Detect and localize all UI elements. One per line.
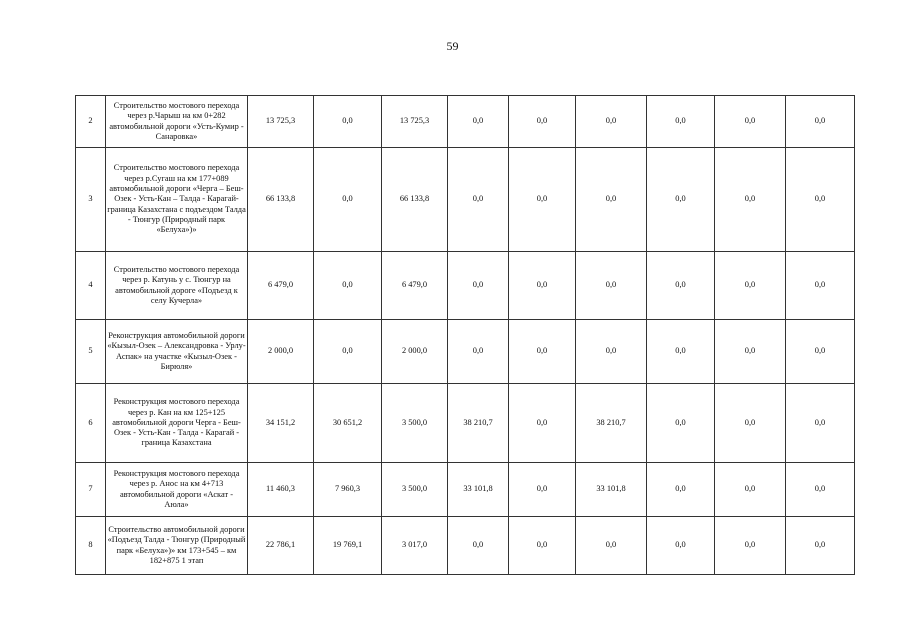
value-cell: 13 725,3	[382, 96, 448, 148]
value-cell: 7 960,3	[314, 463, 382, 517]
description-cell: Строительство мостового перехода через р. Катунь у с. Тюнгур на автомобильной дороге «Подъезд к селу Кучерла»	[106, 252, 248, 320]
row-number-cell: 3	[76, 148, 106, 252]
value-cell: 66 133,8	[248, 148, 314, 252]
table-row	[76, 463, 855, 517]
table-row	[76, 96, 855, 148]
value-cell: 33 101,8	[448, 463, 509, 517]
description-cell: Реконструкция автомобильной дороги «Кызыл-Озек – Александровка - Урлу-Аспак» на участке «Кызыл-Озек - Бирюля»	[106, 320, 248, 384]
value-cell: 0,0	[576, 320, 647, 384]
table-row	[76, 517, 855, 575]
value-cell: 0,0	[647, 96, 715, 148]
value-cell: 6 479,0	[382, 252, 448, 320]
description-cell: Строительство мостового перехода через р.Чарыш на км 0+282 автомобильной дороги «Усть-Кумир - Санаровка»	[106, 96, 248, 148]
value-cell: 0,0	[509, 384, 576, 463]
description-cell: Реконструкция мостового перехода через р. Анос на км 4+713 автомобильной дороги «Аскат - Аюла»	[106, 463, 248, 517]
value-cell: 0,0	[786, 148, 855, 252]
value-cell: 0,0	[786, 517, 855, 575]
value-cell: 3 500,0	[382, 463, 448, 517]
value-cell: 0,0	[786, 384, 855, 463]
value-cell: 0,0	[715, 517, 786, 575]
row-number-cell: 2	[76, 96, 106, 148]
value-cell: 0,0	[715, 148, 786, 252]
value-cell: 0,0	[786, 463, 855, 517]
value-cell: 11 460,3	[248, 463, 314, 517]
value-cell: 0,0	[509, 320, 576, 384]
value-cell: 0,0	[647, 517, 715, 575]
value-cell: 0,0	[647, 320, 715, 384]
value-cell: 3 500,0	[382, 384, 448, 463]
value-cell: 0,0	[647, 252, 715, 320]
description-cell: Строительство автомобильной дороги «Подъезд Талда - Тюнгур (Природный парк «Белуха»)» км 173+545 – км 182+875 1 этап	[106, 517, 248, 575]
value-cell: 0,0	[448, 320, 509, 384]
data-table	[75, 95, 855, 575]
value-cell: 0,0	[647, 384, 715, 463]
page-number: 59	[446, 39, 459, 53]
table-row	[76, 252, 855, 320]
value-cell: 0,0	[509, 96, 576, 148]
value-cell: 0,0	[314, 96, 382, 148]
value-cell: 0,0	[715, 320, 786, 384]
value-cell: 0,0	[314, 252, 382, 320]
value-cell: 0,0	[448, 252, 509, 320]
value-cell: 0,0	[448, 517, 509, 575]
table-row	[76, 320, 855, 384]
value-cell: 0,0	[576, 252, 647, 320]
value-cell: 2 000,0	[248, 320, 314, 384]
value-cell: 0,0	[509, 463, 576, 517]
value-cell: 0,0	[715, 384, 786, 463]
value-cell: 0,0	[576, 148, 647, 252]
value-cell: 0,0	[448, 148, 509, 252]
value-cell: 13 725,3	[248, 96, 314, 148]
table-row	[76, 384, 855, 463]
table-row	[76, 148, 855, 252]
value-cell: 66 133,8	[382, 148, 448, 252]
value-cell: 19 769,1	[314, 517, 382, 575]
value-cell: 0,0	[576, 517, 647, 575]
value-cell: 3 017,0	[382, 517, 448, 575]
value-cell: 0,0	[786, 96, 855, 148]
value-cell: 0,0	[509, 252, 576, 320]
value-cell: 0,0	[647, 463, 715, 517]
row-number-cell: 4	[76, 252, 106, 320]
value-cell: 0,0	[314, 148, 382, 252]
description-cell: Строительство мостового перехода через р.Сугаш на км 177+089 автомобильной дороги «Черга – Беш-Озек - Усть-Кан – Талда - Карагай- граница Казахстана с подъездом Талда - Тюнгур (Природный парк «Белуха»)»	[106, 148, 248, 252]
value-cell: 33 101,8	[576, 463, 647, 517]
value-cell: 0,0	[509, 517, 576, 575]
value-cell: 0,0	[715, 463, 786, 517]
row-number-cell: 7	[76, 463, 106, 517]
value-cell: 0,0	[715, 252, 786, 320]
value-cell: 0,0	[786, 320, 855, 384]
value-cell: 0,0	[715, 96, 786, 148]
value-cell: 0,0	[314, 320, 382, 384]
description-cell: Реконструкция мостового перехода через р. Кан на км 125+125 автомобильной дороги Черга - Беш-Озек - Усть-Кан - Талда - Карагай - граница Казахстана	[106, 384, 248, 463]
value-cell: 38 210,7	[576, 384, 647, 463]
row-number-cell: 5	[76, 320, 106, 384]
value-cell: 38 210,7	[448, 384, 509, 463]
value-cell: 30 651,2	[314, 384, 382, 463]
value-cell: 0,0	[647, 148, 715, 252]
value-cell: 0,0	[509, 148, 576, 252]
value-cell: 6 479,0	[248, 252, 314, 320]
row-number-cell: 6	[76, 384, 106, 463]
row-number-cell: 8	[76, 517, 106, 575]
value-cell: 34 151,2	[248, 384, 314, 463]
value-cell: 2 000,0	[382, 320, 448, 384]
value-cell: 22 786,1	[248, 517, 314, 575]
value-cell: 0,0	[448, 96, 509, 148]
value-cell: 0,0	[576, 96, 647, 148]
value-cell: 0,0	[786, 252, 855, 320]
